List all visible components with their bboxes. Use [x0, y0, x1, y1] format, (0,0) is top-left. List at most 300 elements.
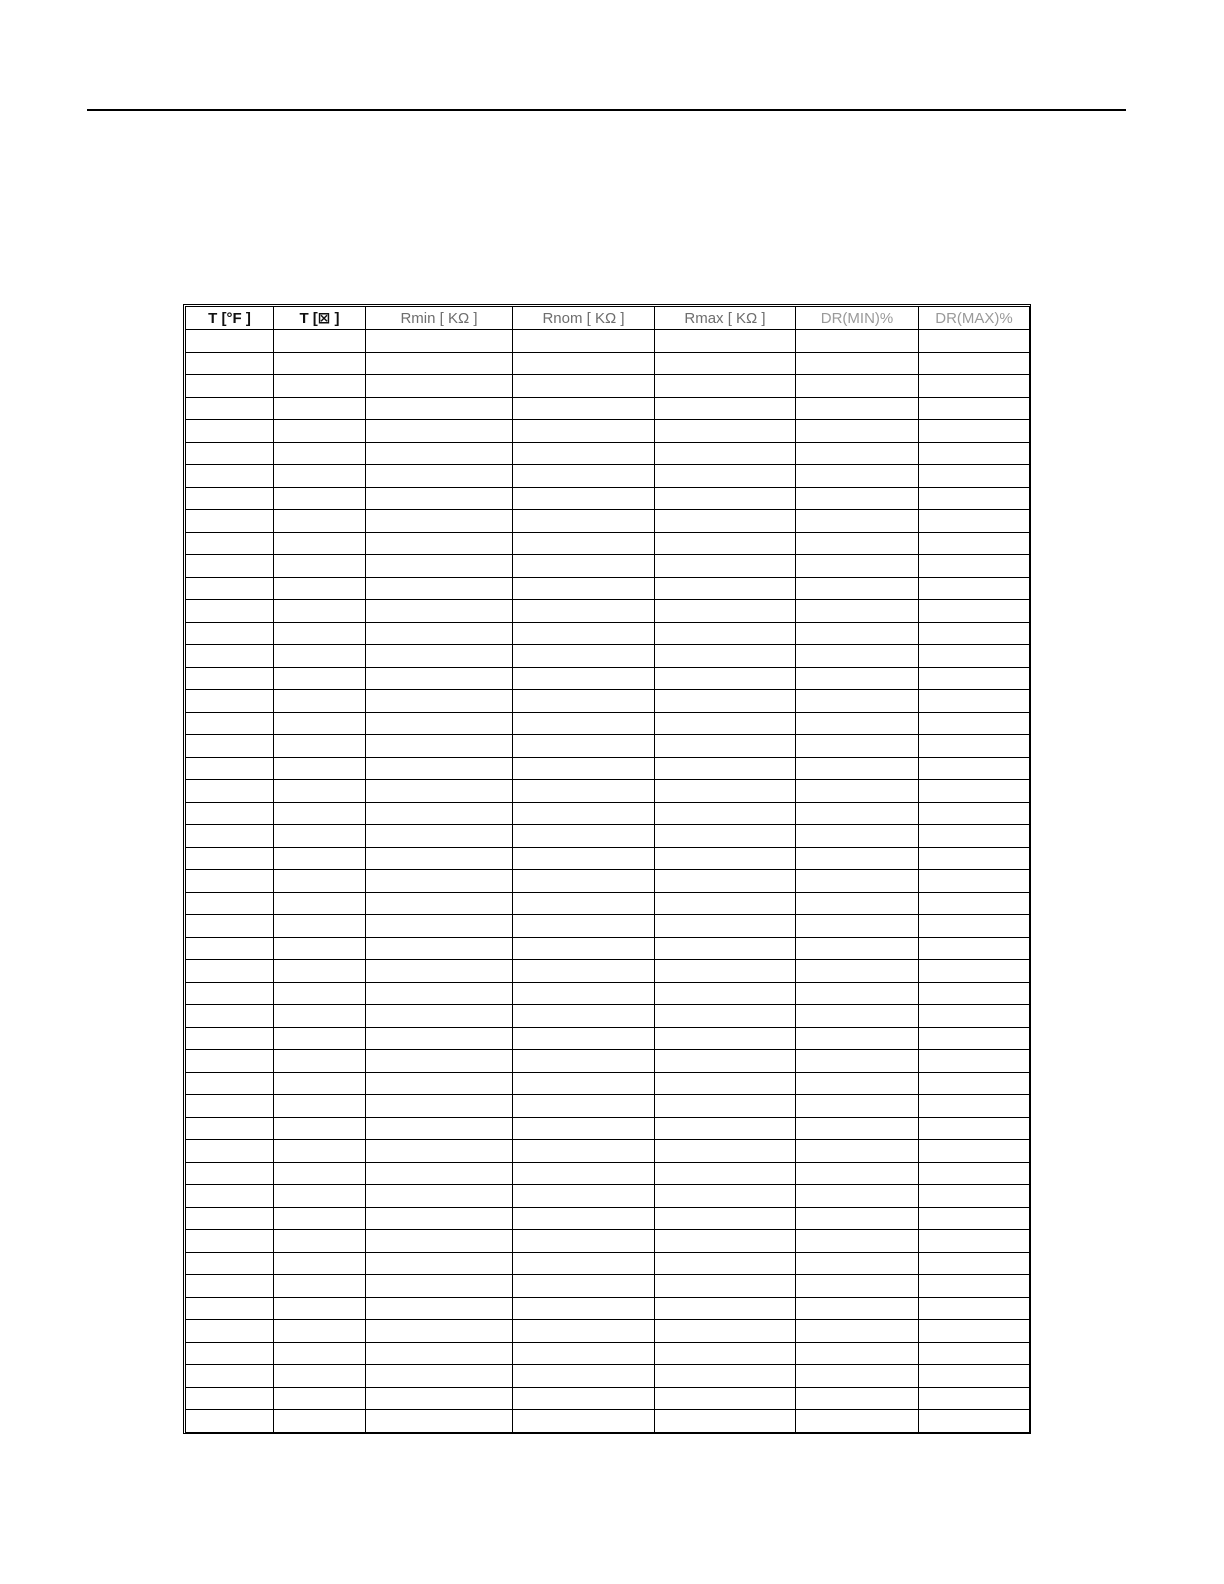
table-cell — [366, 1410, 513, 1433]
table-cell — [655, 847, 796, 870]
table-cell — [274, 510, 366, 533]
table-cell — [919, 352, 1030, 375]
table-cell — [513, 892, 655, 915]
table-cell — [513, 960, 655, 983]
table-cell — [796, 1185, 919, 1208]
table-cell — [274, 1162, 366, 1185]
table-row — [186, 1320, 1030, 1343]
table-cell — [186, 1365, 274, 1388]
table-row — [186, 1005, 1030, 1028]
table-cell — [366, 1050, 513, 1073]
table-row — [186, 960, 1030, 983]
table-row — [186, 352, 1030, 375]
table-cell — [186, 1410, 274, 1433]
table-cell — [366, 870, 513, 893]
table-cell — [513, 825, 655, 848]
table-cell — [919, 1365, 1030, 1388]
table-cell — [655, 577, 796, 600]
table-cell — [796, 667, 919, 690]
table-cell — [655, 757, 796, 780]
table-cell — [274, 1005, 366, 1028]
table-row — [186, 1095, 1030, 1118]
table-cell — [655, 892, 796, 915]
table-cell — [796, 960, 919, 983]
table-cell — [796, 735, 919, 758]
table-cell — [796, 1410, 919, 1433]
table-cell — [655, 375, 796, 398]
table-cell — [186, 622, 274, 645]
table-cell — [919, 442, 1030, 465]
table-cell — [655, 915, 796, 938]
table-cell — [513, 555, 655, 578]
table-cell — [796, 1072, 919, 1095]
table-cell — [796, 1342, 919, 1365]
table-cell — [513, 1297, 655, 1320]
table-cell — [919, 1252, 1030, 1275]
table-cell — [919, 1320, 1030, 1343]
table-cell — [513, 1050, 655, 1073]
table-cell — [919, 510, 1030, 533]
table-cell — [655, 442, 796, 465]
table-cell — [513, 375, 655, 398]
table-cell — [366, 420, 513, 443]
table-cell — [796, 1387, 919, 1410]
table-cell — [366, 982, 513, 1005]
table-cell — [366, 375, 513, 398]
table-cell — [186, 330, 274, 353]
table-cell — [655, 1252, 796, 1275]
table-cell — [186, 420, 274, 443]
table-cell — [919, 1275, 1030, 1298]
table-cell — [366, 397, 513, 420]
table-cell — [366, 1027, 513, 1050]
table-cell — [366, 690, 513, 713]
table-cell — [655, 1095, 796, 1118]
table-cell — [186, 735, 274, 758]
table-cell — [513, 870, 655, 893]
table-cell — [655, 1230, 796, 1253]
table-row — [186, 622, 1030, 645]
table-cell — [186, 1342, 274, 1365]
table-cell — [796, 352, 919, 375]
table-cell — [655, 825, 796, 848]
table-cell — [274, 330, 366, 353]
table-cell — [274, 937, 366, 960]
table-cell — [796, 915, 919, 938]
table-cell — [274, 1320, 366, 1343]
table-cell — [796, 847, 919, 870]
table-cell — [919, 577, 1030, 600]
table-cell — [919, 1072, 1030, 1095]
table-row — [186, 1230, 1030, 1253]
table-cell — [274, 1410, 366, 1433]
table-cell — [513, 690, 655, 713]
table-cell — [274, 352, 366, 375]
table-row — [186, 1410, 1030, 1433]
table-cell — [655, 1162, 796, 1185]
table-cell — [796, 1275, 919, 1298]
table-cell — [186, 892, 274, 915]
table-cell — [919, 375, 1030, 398]
table-row — [186, 420, 1030, 443]
table-cell — [513, 442, 655, 465]
table-cell — [796, 1207, 919, 1230]
table-cell — [366, 937, 513, 960]
table-row — [186, 802, 1030, 825]
table-cell — [366, 1252, 513, 1275]
table-cell — [274, 420, 366, 443]
table-cell — [796, 600, 919, 623]
table-cell — [186, 847, 274, 870]
table-cell — [366, 600, 513, 623]
table-row — [186, 667, 1030, 690]
table-cell — [186, 1027, 274, 1050]
table-row — [186, 1050, 1030, 1073]
table-cell — [796, 532, 919, 555]
table-cell — [274, 1252, 366, 1275]
table-cell — [186, 1140, 274, 1163]
table-cell — [655, 1027, 796, 1050]
table-cell — [655, 465, 796, 488]
table-cell — [366, 330, 513, 353]
resistance-table — [185, 306, 1030, 1433]
table-row — [186, 690, 1030, 713]
table-cell — [919, 555, 1030, 578]
table-cell — [274, 892, 366, 915]
table-cell — [796, 1252, 919, 1275]
table-cell — [366, 1230, 513, 1253]
table-cell — [366, 1140, 513, 1163]
table-cell — [513, 510, 655, 533]
table-cell — [655, 780, 796, 803]
table-cell — [186, 1050, 274, 1073]
table-cell — [796, 375, 919, 398]
table-row — [186, 465, 1030, 488]
table-cell — [186, 960, 274, 983]
table-cell — [274, 825, 366, 848]
table-row — [186, 397, 1030, 420]
table-row — [186, 735, 1030, 758]
table-cell — [919, 532, 1030, 555]
table-row — [186, 510, 1030, 533]
header-rmax: Rmax [ KΩ ] — [655, 307, 796, 330]
table-cell — [796, 1320, 919, 1343]
table-cell — [919, 1117, 1030, 1140]
table-cell — [366, 1095, 513, 1118]
header-dr-max: DR(MAX)% — [919, 307, 1030, 330]
table-cell — [919, 960, 1030, 983]
header-dr-min: DR(MIN)% — [796, 307, 919, 330]
table-cell — [919, 937, 1030, 960]
table-cell — [513, 1072, 655, 1095]
table-cell — [513, 1275, 655, 1298]
table-cell — [513, 645, 655, 668]
header-temp-f: T [°F ] — [186, 307, 274, 330]
table-cell — [513, 982, 655, 1005]
table-cell — [796, 1050, 919, 1073]
table-row — [186, 825, 1030, 848]
table-cell — [366, 1320, 513, 1343]
table-cell — [655, 1365, 796, 1388]
table-cell — [919, 757, 1030, 780]
table-cell — [919, 690, 1030, 713]
table-cell — [919, 802, 1030, 825]
table-cell — [513, 577, 655, 600]
table-cell — [274, 802, 366, 825]
table-cell — [919, 420, 1030, 443]
table-cell — [366, 1162, 513, 1185]
table-cell — [796, 870, 919, 893]
table-cell — [274, 1095, 366, 1118]
table-cell — [919, 712, 1030, 735]
table-row — [186, 870, 1030, 893]
table-cell — [513, 1410, 655, 1433]
table-cell — [919, 330, 1030, 353]
table-cell — [366, 510, 513, 533]
header-rnom: Rnom [ KΩ ] — [513, 307, 655, 330]
table-row — [186, 915, 1030, 938]
table-cell — [513, 780, 655, 803]
table-cell — [366, 487, 513, 510]
table-cell — [796, 1005, 919, 1028]
table-cell — [655, 937, 796, 960]
table-cell — [513, 847, 655, 870]
table-cell — [919, 487, 1030, 510]
table-cell — [274, 712, 366, 735]
table-cell — [186, 915, 274, 938]
table-cell — [274, 555, 366, 578]
table-cell — [513, 712, 655, 735]
table-cell — [655, 667, 796, 690]
table-cell — [274, 1027, 366, 1050]
table-cell — [274, 960, 366, 983]
table-cell — [186, 645, 274, 668]
table-cell — [796, 757, 919, 780]
table-cell — [186, 577, 274, 600]
table-cell — [366, 1387, 513, 1410]
table-cell — [186, 937, 274, 960]
table-cell — [274, 442, 366, 465]
table-cell — [186, 712, 274, 735]
table-cell — [919, 892, 1030, 915]
table-cell — [655, 352, 796, 375]
table-cell — [366, 757, 513, 780]
table-cell — [513, 1365, 655, 1388]
table-cell — [186, 600, 274, 623]
table-row — [186, 645, 1030, 668]
table-cell — [655, 1275, 796, 1298]
table-cell — [513, 1117, 655, 1140]
table-cell — [186, 487, 274, 510]
table-cell — [513, 937, 655, 960]
table-cell — [366, 712, 513, 735]
table-cell — [186, 1005, 274, 1028]
table-cell — [919, 1410, 1030, 1433]
table-cell — [513, 1342, 655, 1365]
table-cell — [796, 1027, 919, 1050]
table-cell — [274, 397, 366, 420]
table-cell — [366, 667, 513, 690]
table-cell — [919, 1162, 1030, 1185]
table-cell — [186, 802, 274, 825]
table-cell — [655, 1005, 796, 1028]
table-cell — [919, 622, 1030, 645]
table-cell — [274, 1297, 366, 1320]
table-cell — [366, 735, 513, 758]
table-cell — [919, 1207, 1030, 1230]
table-cell — [655, 1072, 796, 1095]
table-cell — [919, 645, 1030, 668]
table-cell — [655, 802, 796, 825]
table-row — [186, 1027, 1030, 1050]
table-cell — [513, 330, 655, 353]
table-cell — [655, 622, 796, 645]
table-row — [186, 555, 1030, 578]
table-cell — [186, 442, 274, 465]
table-cell — [919, 982, 1030, 1005]
table-row — [186, 375, 1030, 398]
table-cell — [655, 555, 796, 578]
table-cell — [366, 1117, 513, 1140]
table-cell — [366, 1275, 513, 1298]
table-cell — [655, 1207, 796, 1230]
header-temp-c: T [⊠ ] — [274, 307, 366, 330]
table-cell — [513, 420, 655, 443]
table-cell — [796, 825, 919, 848]
table-cell — [655, 600, 796, 623]
table-cell — [655, 1342, 796, 1365]
table-cell — [655, 982, 796, 1005]
table-cell — [274, 600, 366, 623]
table-cell — [186, 1275, 274, 1298]
table-cell — [366, 892, 513, 915]
table-cell — [796, 690, 919, 713]
table-cell — [655, 1185, 796, 1208]
table-cell — [655, 712, 796, 735]
table-cell — [513, 1230, 655, 1253]
table-cell — [274, 1207, 366, 1230]
table-cell — [186, 465, 274, 488]
table-cell — [186, 397, 274, 420]
table-cell — [796, 1095, 919, 1118]
table-cell — [186, 1072, 274, 1095]
table-cell — [274, 465, 366, 488]
table-cell — [186, 1117, 274, 1140]
table-cell — [513, 802, 655, 825]
table-row — [186, 1365, 1030, 1388]
table-cell — [919, 1185, 1030, 1208]
table-cell — [186, 667, 274, 690]
table-cell — [366, 555, 513, 578]
table-cell — [796, 1162, 919, 1185]
table-cell — [919, 465, 1030, 488]
table-cell — [919, 600, 1030, 623]
table-cell — [186, 757, 274, 780]
table-cell — [655, 532, 796, 555]
table-cell — [655, 690, 796, 713]
table-cell — [366, 802, 513, 825]
table-cell — [919, 1297, 1030, 1320]
table-cell — [366, 442, 513, 465]
table-cell — [366, 1297, 513, 1320]
table-cell — [274, 622, 366, 645]
table-row — [186, 1117, 1030, 1140]
table-cell — [366, 1005, 513, 1028]
table-cell — [919, 1230, 1030, 1253]
table-body — [186, 330, 1030, 1433]
table-cell — [796, 645, 919, 668]
table-cell — [796, 937, 919, 960]
table-cell — [796, 780, 919, 803]
table-cell — [796, 1230, 919, 1253]
table-cell — [919, 1027, 1030, 1050]
table-cell — [796, 442, 919, 465]
table-row — [186, 780, 1030, 803]
table-cell — [186, 870, 274, 893]
table-row — [186, 487, 1030, 510]
top-horizontal-rule — [87, 109, 1126, 111]
table-row — [186, 892, 1030, 915]
table-cell — [796, 487, 919, 510]
table-cell — [513, 1320, 655, 1343]
table-cell — [366, 645, 513, 668]
table-cell — [513, 532, 655, 555]
table-cell — [513, 1162, 655, 1185]
table-cell — [274, 1140, 366, 1163]
table-cell — [796, 712, 919, 735]
table-cell — [186, 690, 274, 713]
table-cell — [655, 1050, 796, 1073]
table-row — [186, 937, 1030, 960]
table-cell — [796, 397, 919, 420]
table-cell — [796, 802, 919, 825]
table-cell — [366, 1207, 513, 1230]
table-cell — [366, 622, 513, 645]
table-cell — [796, 510, 919, 533]
table-cell — [919, 1140, 1030, 1163]
table-cell — [513, 1140, 655, 1163]
table-cell — [186, 510, 274, 533]
table-cell — [655, 330, 796, 353]
table-cell — [655, 960, 796, 983]
table-cell — [186, 1320, 274, 1343]
table-row — [186, 577, 1030, 600]
table-cell — [919, 847, 1030, 870]
table-row — [186, 757, 1030, 780]
table-cell — [366, 1185, 513, 1208]
table-cell — [274, 1230, 366, 1253]
table-cell — [796, 465, 919, 488]
table-cell — [796, 577, 919, 600]
table-cell — [186, 825, 274, 848]
table-cell — [366, 532, 513, 555]
table-cell — [274, 735, 366, 758]
table-cell — [366, 847, 513, 870]
table-cell — [796, 982, 919, 1005]
table-cell — [513, 1095, 655, 1118]
table-cell — [513, 622, 655, 645]
table-cell — [919, 1005, 1030, 1028]
table-cell — [513, 915, 655, 938]
table-cell — [919, 1095, 1030, 1118]
table-cell — [655, 645, 796, 668]
table-row — [186, 1207, 1030, 1230]
table-row — [186, 1387, 1030, 1410]
table-cell — [919, 1050, 1030, 1073]
table-cell — [655, 397, 796, 420]
table-cell — [274, 1185, 366, 1208]
table-cell — [796, 1140, 919, 1163]
